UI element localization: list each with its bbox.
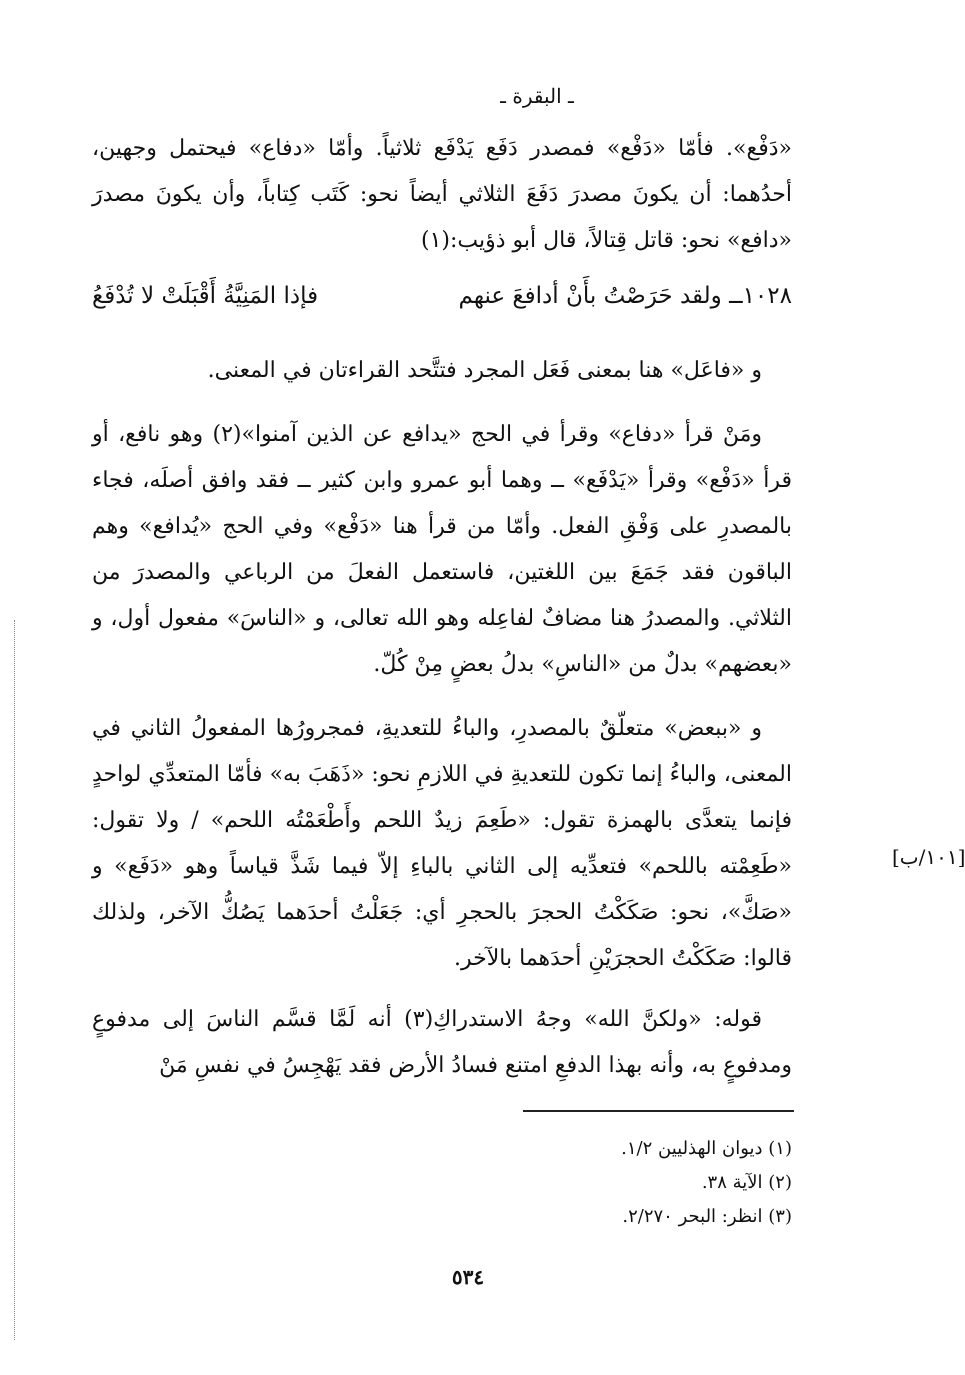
verse-first-half: [459, 283, 792, 309]
poetry-verse: [92, 283, 792, 309]
verse-hemistich-2: فإذا المَنِيَّةُ أَقْبَلَتْ لا تُدْفَعُ: [92, 283, 319, 309]
scan-edge-artifact: [14, 620, 17, 1340]
verse-hemistich-1: ولقد حَرَصْتُ بأَنْ أدافعَ عنهم: [458, 283, 722, 309]
footnote-2: (٢) الآية ٣٨.: [701, 1172, 792, 1193]
paragraph-1: «دَفْع». فأمّا «دَفْع» فمصدر دَفَع يَدْفَع ثلاثياً. وأمّا «دفاع» فيحتمل وجهين، أحدُهما: أن يكونَ مصدرَ دَفَعَ الثلاثي أيضاً نحو: كَتَب كِتاباً، وأن يكونَ مصدرَ «دافع» نحو: قاتل قِتالاً، قال أبو ذؤيب:(١): [92, 136, 792, 253]
page-number: ٥٣٤: [451, 1265, 485, 1289]
manuscript-folio-note: [١٠١/ب]: [892, 845, 965, 869]
running-header: ـ البقرة ـ: [500, 84, 574, 108]
paragraph-3: ومَنْ قرأ «دفاع» وقرأ في الحج «يدافع عن الذين آمنوا»(٢) وهو نافع، أو قرأ «دَفْع» وقرأ «يَدْفَع» ــ وهما أبو عمرو وابن كثير ــ فقد وافق أصلَه، فجاء بالمصدرِ على وَفْقِ الفعل. وأمّا من قرأ هنا «دَفْع» وفي الحج «يُدافع» وهم الباقون فقد جَمَعَ بين اللغتين، فاستعمل الفعلَ من الرباعي والمصدرَ من الثلاثي. والمصدرُ هنا مضافٌ لفاعِله وهو الله تعالى، و «الناسَ» مفعول أول، و «بعضهم» بدلٌ من «الناسِ» بدلُ بعضٍ مِنْ كُلّ.: [92, 422, 792, 677]
paragraph-4: و «ببعض» متعلّقٌ بالمصدرِ، والباءُ للتعديةِ، فمجرورُها المفعولُ الثاني في المعنى، والباءُ إنما تكون للتعديةِ في اللازمِ نحو: «ذَهَبَ به» فأمّا المتعدِّي لواحدٍ فإنما يتعدَّى بالهمزة تقول: «طَعِمَ زيدٌ اللحم وأَطْعَمْتُه اللحم» / ولا تقول: «طَعِمْته باللحم» فتعدِّيه إلى الثاني بالباءِ إلاّ فيما شَذَّ قياساً وهو «دَفَع» و «صَكَّ»، نحو: صَكَكْتُ الحجرَ بالحجرِ أي: جَعَلْتُ أحدَهما يَصُكُّ الآخر، ولذلك قالوا: صَكَكْتُ الحجرَيْنِ أحدَهما بالآخر.: [92, 716, 792, 971]
paragraph-5: قوله: «ولكنَّ الله» وجهُ الاستدراكِ(٣) أنه لَمَّا قسَّم الناسَ إلى مدفوعٍ ومدفوعٍ به، وأنه بهذا الدفعِ امتنع فسادُ الأرض فقد يَهْجِسُ في نفسِ مَنْ: [92, 1007, 792, 1078]
paragraph-2: و «فاعَل» هنا بمعنى فَعَل المجرد فتتَّحد القراءتان في المعنى.: [207, 358, 762, 383]
footnote-3: (٣) انظر: البحر ٢/٢٧٠.: [622, 1206, 792, 1227]
footnote-1: (١) ديوان الهذليين ١/٢.: [621, 1138, 792, 1159]
footnote-separator: [523, 1110, 794, 1112]
verse-number: ١٠٢٨ــ: [729, 283, 792, 309]
footnotes: [292, 1132, 792, 1234]
